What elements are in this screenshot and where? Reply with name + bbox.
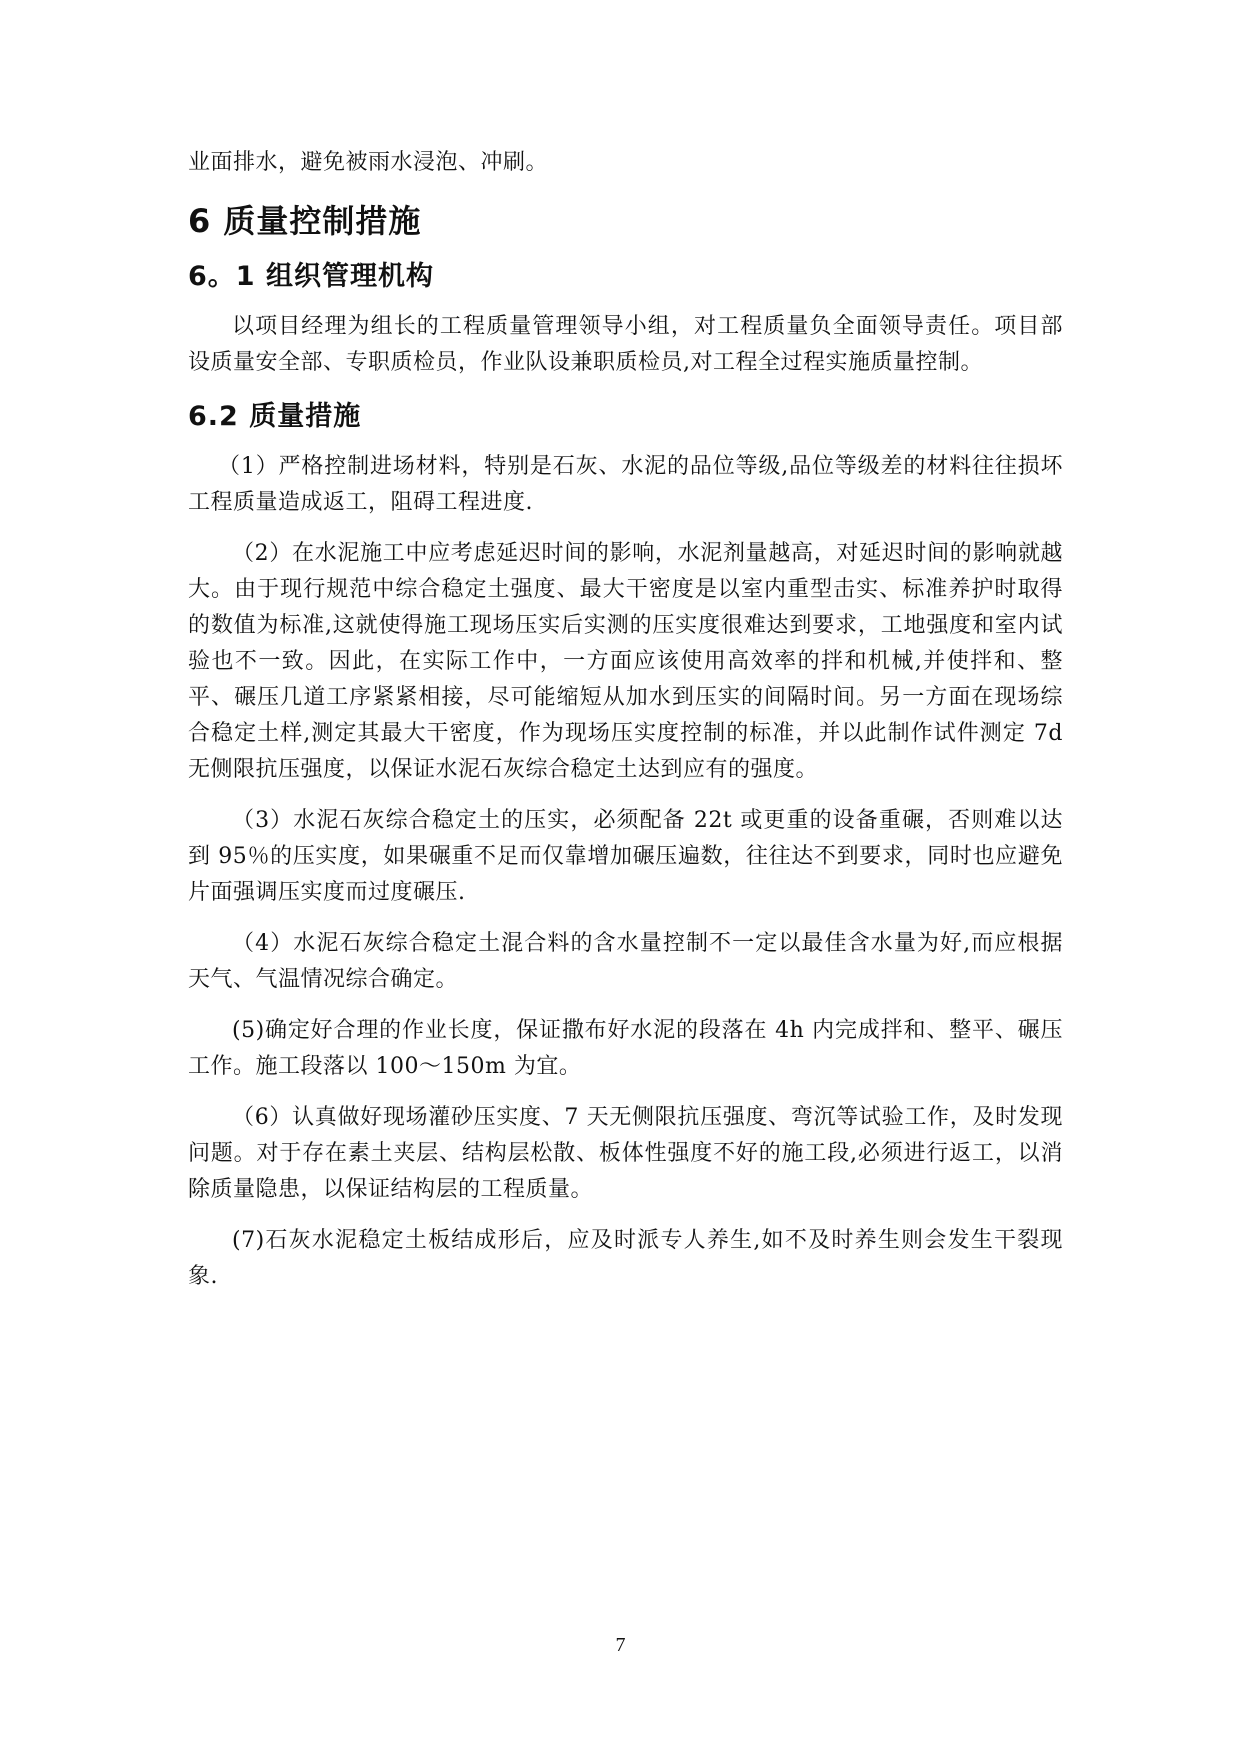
measure-item-3: （3）水泥石灰综合稳定土的压实，必须配备 22t 或更重的设备重碾，否则难以达到 95％的压实度，如果碾重不足而仅靠增加碾压遍数，往往达不到要求，同时也应避免片面强调压实度而过度碾压. (188, 808, 1063, 905)
continuation-paragraph: 业面排水，避免被雨水浸泡、冲刷。 (188, 150, 549, 175)
subsection-title-measures: 6.2 质量措施 (188, 401, 362, 432)
measure-item-1: （1）严格控制进场材料，特别是石灰、水泥的品位等级,品位等级差的材料往往损坏工程质量造成返工，阻碍工程进度. (188, 454, 1063, 515)
measure-item-4: （4）水泥石灰综合稳定土混合料的含水量控制不一定以最佳含水量为好,而应根据天气、气温情况综合确定。 (188, 931, 1063, 992)
page-number: 7 (615, 1634, 626, 1656)
document-page (188, 145, 1063, 1295)
measure-item-2: （2）在水泥施工中应考虑延迟时间的影响，水泥剂量越高，对延迟时间的影响就越大。由于现行规范中综合稳定土强度、最大干密度是以室内重型击实、标准养护时取得的数值为标准,这就使得施工现场压实后实测的压实度很难达到要求，工地强度和室内试验也不一致。因此，在实际工作中，一方面应该使用高效率的拌和机械,并使拌和、整平、碾压几道工序紧紧相接，尽可能缩短从加水到压实的间隔时间。另一方面在现场综合稳定土样,测定其最大干密度，作为现场压实度控制的标准，并以此制作试件测定 7d 无侧限抗压强度，以保证水泥石灰综合稳定土达到应有的强度。 (188, 541, 1063, 782)
organization-paragraph: 以项目经理为组长的工程质量管理领导小组，对工程质量负全面领导责任。项目部设质量安全部、专职质检员，作业队设兼职质检员,对工程全过程实施质量控制。 (188, 314, 1063, 375)
measure-item-5: (5)确定好合理的作业长度，保证撒布好水泥的段落在 4h 内完成拌和、整平、碾压工作。施工段落以 100～150m 为宜。 (188, 1018, 1063, 1079)
measure-item-6: （6）认真做好现场灌砂压实度、7 天无侧限抗压强度、弯沉等试验工作，及时发现问题。对于存在素土夹层、结构层松散、板体性强度不好的施工段,必须进行返工，以消除质量隐患，以保证结构层的工程质量。 (188, 1105, 1063, 1202)
section-title: 6 质量控制措施 (188, 202, 422, 240)
subsection-title-organization: 6。1 组织管理机构 (188, 261, 434, 292)
measure-item-7: (7)石灰水泥稳定土板结成形后，应及时派专人养生,如不及时养生则会发生干裂现象. (188, 1228, 1063, 1289)
